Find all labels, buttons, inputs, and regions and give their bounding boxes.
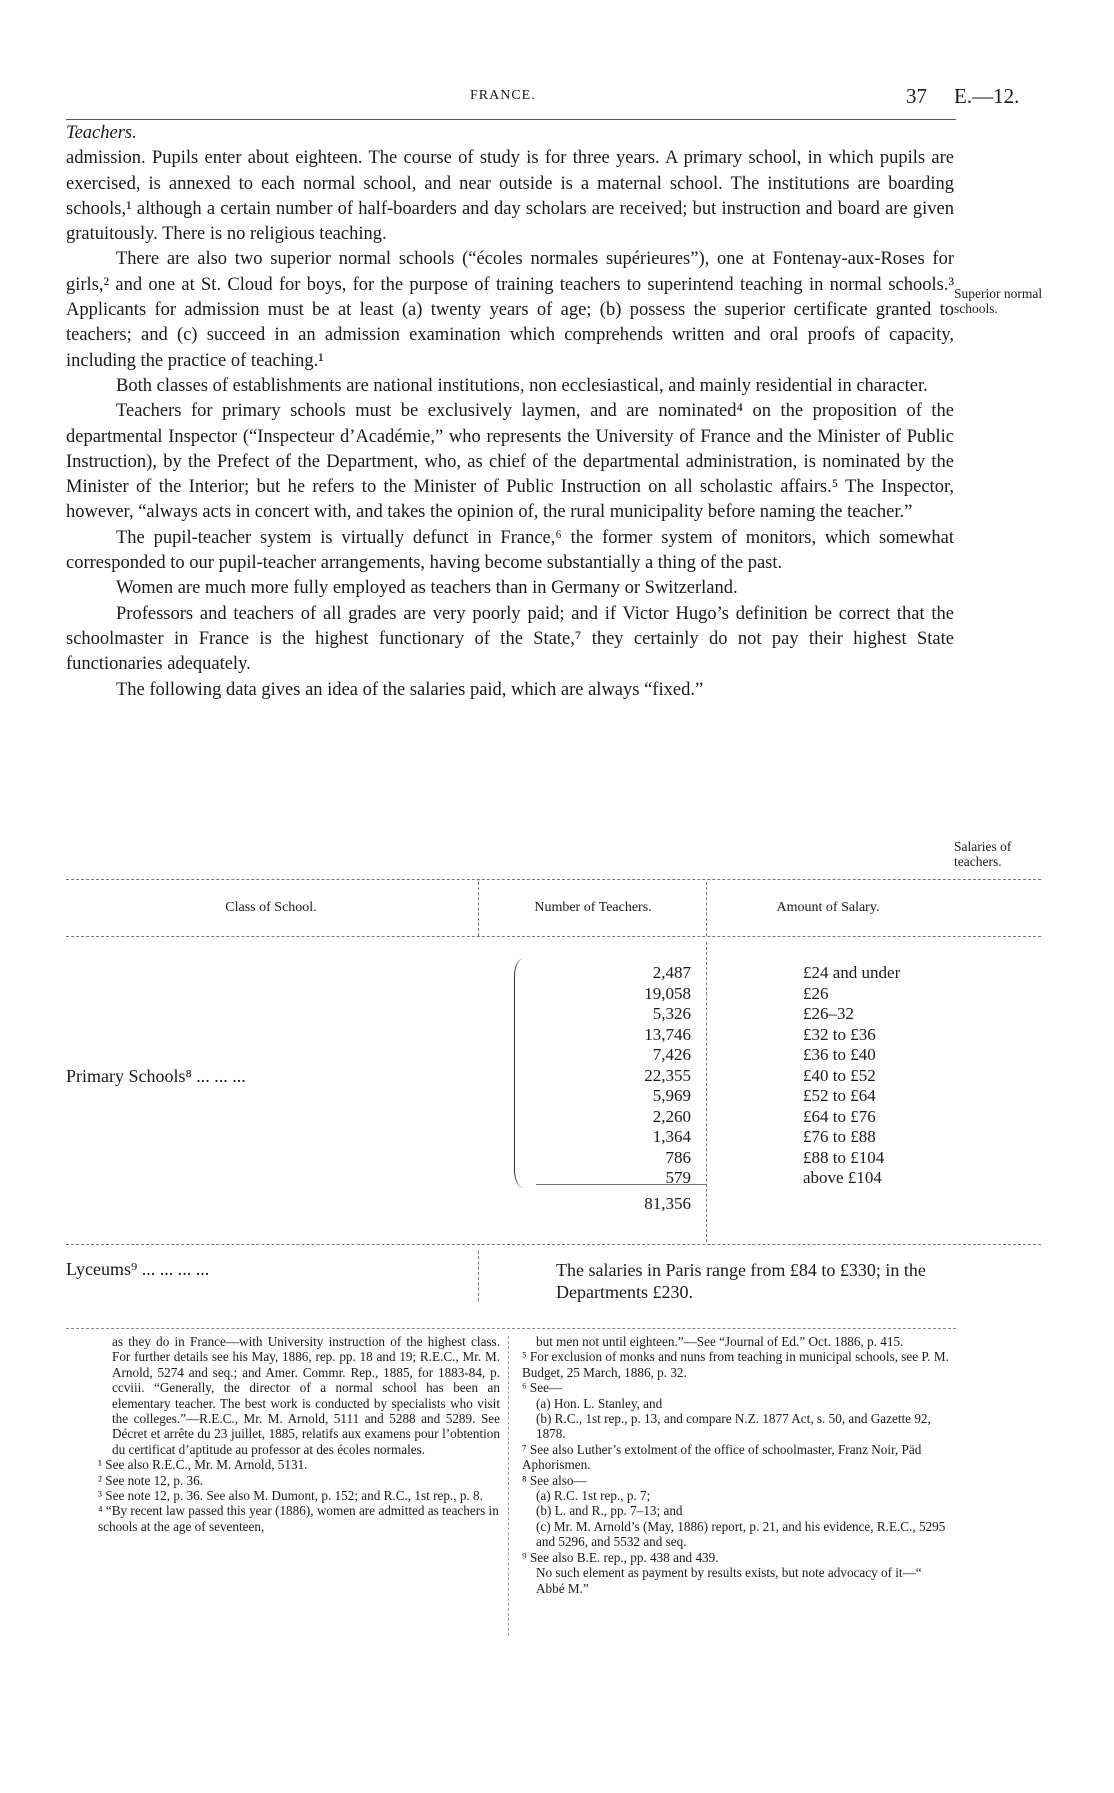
footnotes-left xyxy=(98,1334,500,1534)
table-cell: £64 to £76 xyxy=(803,1106,876,1126)
paragraph: The pupil-teacher system is virtually defunct in France,⁶ the former system of monitors, which somewhat corresponded to our pupil-teacher arrangements, having become substantially a thing of the past. xyxy=(66,527,954,574)
footnote: (a) Hon. L. Stanley, and xyxy=(536,1395,663,1411)
paragraph: Both classes of establishments are national institutions, non ecclesiastical, and mainly residential in character. xyxy=(116,375,928,396)
brace xyxy=(514,958,527,1188)
paragraph: Professors and teachers of all grades are very poorly paid; and if Victor Hugo’s definition be correct that the schoolmaster in France is the highest functionary of the State,⁷ they certainly do not pay their highest State functionaries adequately. xyxy=(66,603,954,675)
footnote: (c) Mr. M. Arnold’s (May, 1886) report, p. 21, and his evidence, R.E.C., 5295 and 5296, and 5532 and seq. xyxy=(536,1518,946,1550)
table-cell: 1,364 xyxy=(652,1127,691,1146)
footnote: (a) R.C. 1st rep., p. 7; xyxy=(536,1488,651,1504)
lyceums-label: Lyceums⁹ ... ... ... ... xyxy=(66,1259,210,1279)
body-text xyxy=(66,121,954,703)
paragraph: There are also two superior normal schools (“écoles normales supérieures”), one at Fontenay-aux-Roses for girls,² and one at St. Cloud for boys, for the purpose of training teachers to superintend teaching in normal schools.³ Applicants for admission must be at least (a) twenty years of age; (b) possess the superior certificate granted to teachers; and (c) succeed in an admission examination which comprehends written and oral proofs of capacity, including the practice of teaching.¹ xyxy=(66,249,954,371)
primary-schools-label: Primary Schools⁸ ... ... ... xyxy=(66,1066,246,1086)
table-cell: 13,746 xyxy=(644,1024,691,1044)
table-cell: 5,969 xyxy=(652,1086,691,1105)
footnote: ⁸ See also— xyxy=(522,1472,587,1488)
margin-note-salaries: Salaries of teachers. xyxy=(954,839,1012,869)
footnote: ⁶ See— xyxy=(522,1380,563,1396)
footnote-rule xyxy=(66,1328,956,1329)
table-cell: £24 and under xyxy=(803,963,901,982)
page-number: 37 xyxy=(906,84,927,108)
table-rule xyxy=(66,1244,1041,1245)
table-cell: £40 to £52 xyxy=(803,1065,876,1085)
table-rule xyxy=(66,879,1041,880)
footnote: ⁵ For exclusion of monks and nuns from teaching in municipal schools, see P. M. Budget, 25 March, 1886, p. 32. xyxy=(522,1349,949,1380)
table-cell: £52 to £64 xyxy=(803,1086,876,1105)
table-cell: £36 to £40 xyxy=(803,1045,876,1064)
table-rule xyxy=(706,942,707,1242)
footnotes-right xyxy=(522,1334,952,1596)
footnote: ⁷ See also Luther’s extolment of the office of schoolmaster, Franz Noir, Päd Aphorismen. xyxy=(522,1441,922,1473)
table-rule xyxy=(478,882,479,936)
table-cell: £32 to £36 xyxy=(803,1024,876,1044)
column-header: Number of Teachers. xyxy=(534,900,652,915)
column-header: Amount of Salary. xyxy=(776,900,880,915)
paragraph: Women are much more fully employed as teachers than in Germany or Switzerland. xyxy=(116,578,738,599)
table-cell: £76 to £88 xyxy=(803,1127,876,1146)
table-cell: £88 to £104 xyxy=(803,1147,885,1167)
lyceums-salary-text: The salaries in Paris range from £84 to £330; in the Departments £230. xyxy=(556,1260,926,1302)
table-cell: 19,058 xyxy=(644,983,691,1003)
header-rule xyxy=(66,119,956,120)
column-header: Class of School. xyxy=(225,900,317,915)
table-cell: 5,326 xyxy=(652,1004,691,1023)
table-cell: 2,260 xyxy=(652,1106,691,1126)
footnote: ⁹ See also B.E. rep., pp. 438 and 439. xyxy=(522,1549,719,1565)
total-teachers: 81,356 xyxy=(644,1194,691,1213)
paragraph: Teachers for primary schools must be exclusively laymen, and are nominated⁴ on the proposition of the departmental Inspector (“Inspecteur d’Académie,” who represents the University of France and the Minister of Public Instruction), by the Prefect of the Department, who, as chief of the departmental administration, is nominated by the Minister of the Interior; but he refers to the Minister of Public Instruction on all scholastic affairs.⁵ The Inspector, however, “always acts in concert with, and takes the opinion of, the rural municipality before naming the teacher.” xyxy=(66,401,954,523)
footnote: No such element as payment by results exists, but note advocacy of it—“ Abbé M.” xyxy=(536,1565,922,1596)
table-cell: 2,487 xyxy=(652,963,691,982)
footnote: ² See note 12, p. 36. xyxy=(98,1472,204,1488)
table-cell: 579 xyxy=(665,1168,691,1187)
footnote: ¹ See also R.E.C., Mr. M. Arnold, 5131. xyxy=(98,1457,308,1473)
teacher-numbers xyxy=(536,963,691,1189)
table-cell: 22,355 xyxy=(644,1065,691,1085)
paragraph: The following data gives an idea of the salaries paid, which are always “fixed.” xyxy=(116,679,704,700)
page-title: FRANCE. xyxy=(470,88,536,103)
footnote: ³ See note 12, p. 36. See also M. Dumont, p. 152; and R.C., 1st rep., p. 8. xyxy=(98,1488,483,1504)
footnote-divider xyxy=(508,1336,509,1636)
total-rule xyxy=(536,1184,706,1185)
footnote: (b) R.C., 1st rep., p. 13, and compare N.Z. 1877 Act, s. 50, and Gazette 92, 1878. xyxy=(536,1411,931,1442)
table-cell: above £104 xyxy=(803,1168,882,1187)
salary-amounts xyxy=(803,963,900,1189)
running-head: Teachers. xyxy=(66,123,137,143)
footnote: as they do in France—with University instruction of the highest class. For further details see his May, 1886, rep. pp. 18 and 19; R.E.C., Mr. M. Arnold, 5274 and seq.; and Amer. Commr. Rep., 1885, for 1883-84, p. ccviii. “Generally, the director of a normal school has been an elementary teacher. The best work is conducted by specialists who visit the colleges.”—R.E.C., Mr. M. Arnold, 5111 and 5288 and 5289. See Décret et arrête du 23 juillet, 1885, relatifs aux examens pour l’obtention du certificat d’aptitude au professor at des écoles normales. xyxy=(112,1334,500,1457)
margin-note-superior: Superior normal schools. xyxy=(954,286,1043,316)
paragraph: admission. Pupils enter about eighteen. The course of study is for three years. A primary school, in which pupils are exercised, is annexed to each normal school, and near outside is a maternal school. The institutions are boarding schools,¹ although a certain number of half-boarders and day scholars are received; but instruction and board are given gratuitously. There is no religious teaching. xyxy=(66,148,954,245)
table-rule xyxy=(478,1251,479,1301)
table-cell: £26–32 xyxy=(803,1004,854,1023)
table-cell: 786 xyxy=(665,1147,691,1167)
table-rule xyxy=(706,882,707,936)
salary-table xyxy=(66,866,1041,1306)
page-header xyxy=(66,84,1046,110)
table-cell: 7,426 xyxy=(652,1045,691,1064)
document-code: E.—12. xyxy=(954,84,1020,108)
table-rule xyxy=(66,936,1041,937)
table-cell: £26 xyxy=(803,983,829,1003)
footnote: (b) L. and R., pp. 7–13; and xyxy=(536,1503,683,1519)
footnote: ⁴ “By recent law passed this year (1886), women are admitted as teachers in schools at the age of seventeen, xyxy=(98,1503,499,1534)
footnote: but men not until eighteen.”—See “Journal of Ed.” Oct. 1886, p. 415. xyxy=(536,1334,904,1349)
